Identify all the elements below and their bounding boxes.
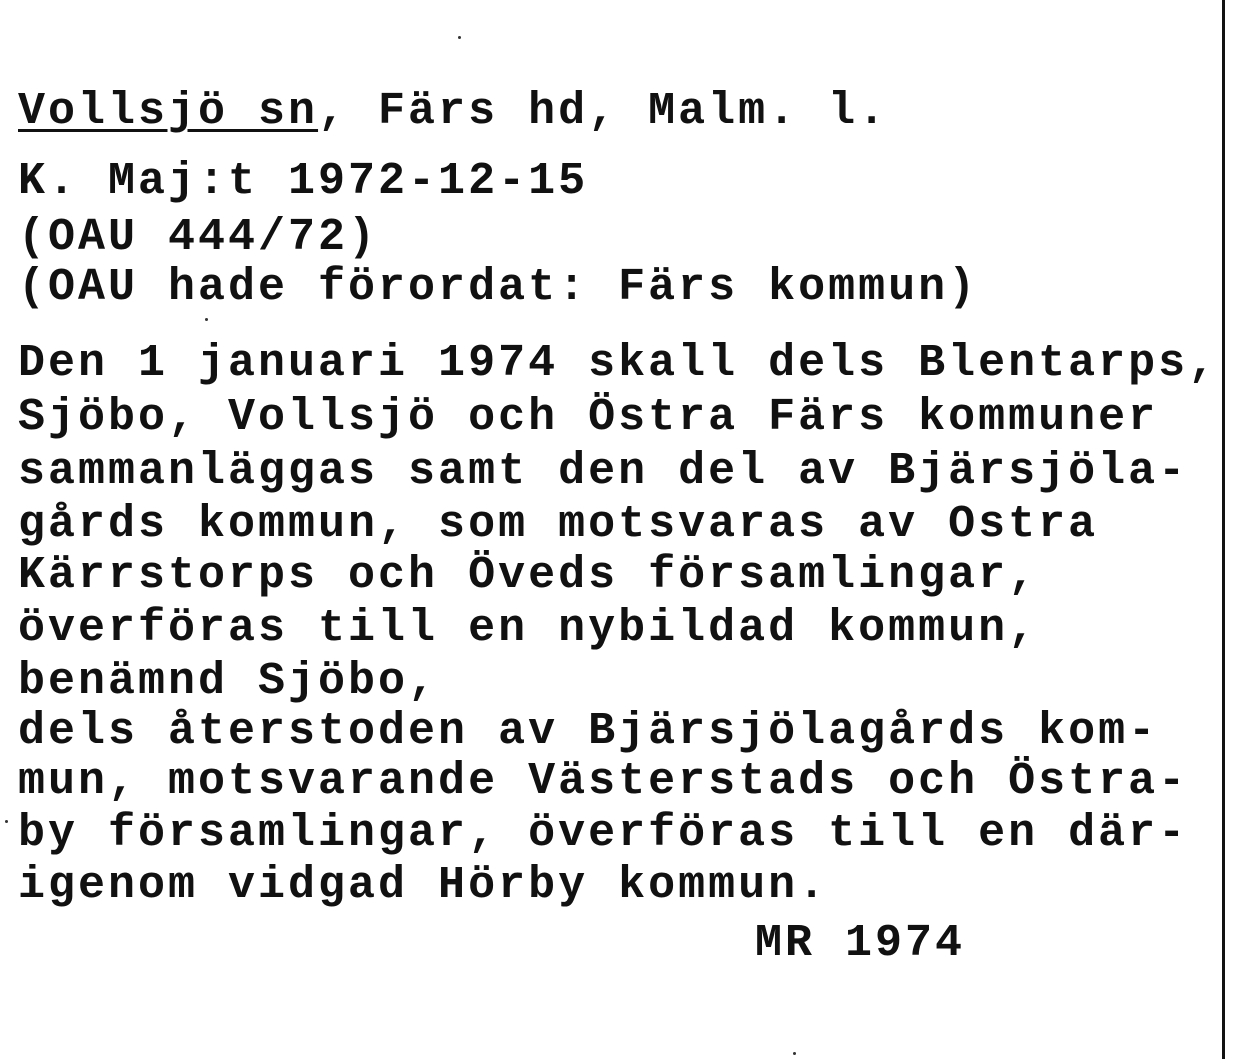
body-line: dels återstoden av Bjärsjölagårds kom- bbox=[18, 706, 1159, 757]
paper-speck bbox=[205, 318, 208, 321]
parish-name: Vollsjö sn bbox=[18, 86, 319, 137]
body-line: igenom vidgad Hörby kommun. bbox=[18, 860, 829, 911]
body-line: by församlingar, överföras till en där- bbox=[18, 808, 1189, 859]
body-line: Kärrstorps och Öveds församlingar, bbox=[18, 550, 1039, 601]
proposal-line: (OAU hade förordat: Färs kommun) bbox=[18, 262, 979, 313]
body-line: överföras till en nybildad kommun, bbox=[18, 603, 1039, 654]
signature-initials: MR 1974 bbox=[755, 918, 966, 969]
paper-speck bbox=[458, 36, 461, 39]
heading-line bbox=[18, 86, 888, 138]
decision-line: K. Maj:t 1972-12-15 bbox=[18, 156, 589, 207]
body-line: benämnd Sjöbo, bbox=[18, 656, 439, 707]
reference-line: (OAU 444/72) bbox=[18, 212, 379, 263]
body-line: Den 1 januari 1974 skall dels Blentarps, bbox=[18, 338, 1219, 389]
card-edge-line bbox=[1222, 0, 1225, 1059]
paper-speck bbox=[793, 1052, 796, 1055]
body-line: Sjöbo, Vollsjö och Östra Färs kommuner bbox=[18, 392, 1159, 443]
body-line: gårds kommun, som motsvaras av Ostra bbox=[18, 499, 1099, 550]
body-line: sammanläggas samt den del av Bjärsjöla- bbox=[18, 446, 1189, 497]
heading-location: , Färs hd, Malm. l. bbox=[318, 86, 889, 137]
body-line: mun, motsvarande Västerstads och Östra- bbox=[18, 756, 1189, 807]
paper-speck bbox=[5, 820, 8, 823]
